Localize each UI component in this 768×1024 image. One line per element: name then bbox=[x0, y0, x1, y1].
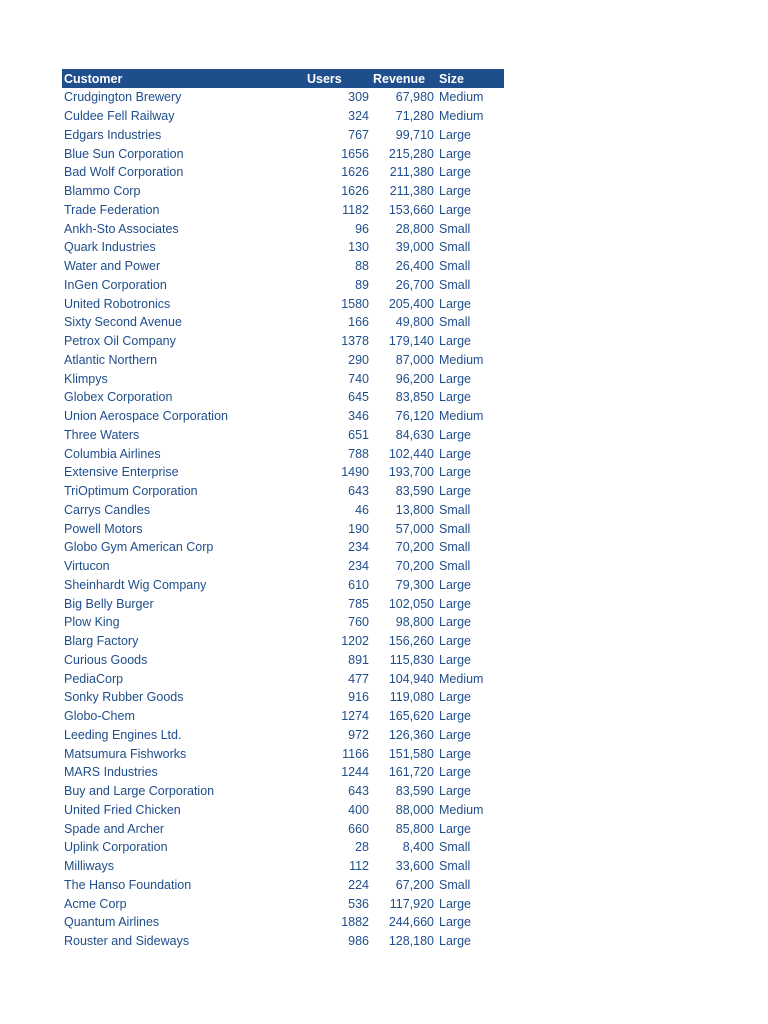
customer-table bbox=[62, 69, 504, 951]
table-row bbox=[62, 313, 504, 332]
cell-customer[interactable]: Union Aerospace Corporation bbox=[64, 409, 228, 424]
cell-users[interactable]: 643 bbox=[348, 484, 369, 499]
cell-revenue[interactable]: 83,850 bbox=[395, 390, 434, 405]
cell-users[interactable]: 1166 bbox=[342, 746, 369, 761]
table-row bbox=[62, 632, 504, 651]
cell-revenue[interactable]: 83,590 bbox=[395, 784, 434, 799]
cell-users[interactable]: 130 bbox=[348, 240, 369, 255]
cell-revenue[interactable]: 211,380 bbox=[389, 165, 434, 180]
table-row bbox=[62, 369, 504, 388]
cell-users[interactable]: 290 bbox=[348, 352, 369, 367]
cell-revenue[interactable]: 79,300 bbox=[395, 577, 434, 592]
table-row bbox=[62, 482, 504, 501]
cell-size[interactable]: Large bbox=[439, 184, 471, 199]
cell-revenue[interactable]: 193,700 bbox=[388, 465, 434, 480]
cell-revenue[interactable]: 57,000 bbox=[395, 521, 434, 536]
cell-customer[interactable]: Milliways bbox=[64, 859, 114, 874]
cell-size[interactable]: Large bbox=[439, 615, 471, 630]
cell-size[interactable]: Small bbox=[439, 859, 471, 874]
cell-revenue[interactable]: 99,710 bbox=[395, 127, 434, 142]
cell-size[interactable]: Large bbox=[439, 390, 471, 405]
table-row bbox=[62, 163, 504, 182]
cell-size[interactable]: Large bbox=[439, 446, 471, 461]
cell-size[interactable]: Medium bbox=[439, 802, 484, 817]
cell-users[interactable]: 1490 bbox=[341, 465, 369, 480]
cell-customer[interactable]: InGen Corporation bbox=[64, 277, 167, 292]
table-row bbox=[62, 669, 504, 688]
cell-revenue[interactable]: 83,590 bbox=[395, 484, 434, 499]
cell-size[interactable]: Large bbox=[439, 690, 471, 705]
cell-users[interactable]: 760 bbox=[348, 615, 369, 630]
cell-users[interactable]: 166 bbox=[348, 315, 369, 330]
table-row bbox=[62, 332, 504, 351]
cell-customer[interactable]: Quantum Airlines bbox=[64, 915, 160, 930]
cell-customer[interactable]: United Robotronics bbox=[64, 296, 171, 311]
cell-customer[interactable]: Carrys Candles bbox=[64, 502, 151, 517]
table-row bbox=[62, 463, 504, 482]
table-row bbox=[62, 276, 504, 295]
cell-customer[interactable]: Sixty Second Avenue bbox=[64, 315, 182, 330]
cell-customer[interactable]: Uplink Corporation bbox=[64, 840, 168, 855]
table-row bbox=[62, 557, 504, 576]
cell-customer[interactable]: Edgars Industries bbox=[64, 127, 162, 142]
cell-revenue[interactable]: 244,660 bbox=[388, 915, 434, 930]
cell-users[interactable]: 891 bbox=[348, 652, 369, 667]
cell-users[interactable]: 1882 bbox=[341, 915, 369, 930]
cell-customer[interactable]: Culdee Fell Railway bbox=[64, 109, 175, 124]
table-row bbox=[62, 351, 504, 370]
cell-revenue[interactable]: 104,940 bbox=[388, 671, 434, 686]
table-row bbox=[62, 782, 504, 801]
cell-size[interactable]: Large bbox=[439, 296, 471, 311]
cell-users[interactable]: 972 bbox=[348, 727, 369, 742]
table-row bbox=[62, 744, 504, 763]
cell-size[interactable]: Large bbox=[439, 334, 471, 349]
table-row bbox=[62, 801, 504, 820]
column-header-revenue[interactable]: Revenue bbox=[371, 69, 434, 88]
cell-revenue[interactable]: 85,800 bbox=[395, 821, 434, 836]
cell-revenue[interactable]: 87,000 bbox=[395, 352, 434, 367]
table-row bbox=[62, 932, 504, 951]
cell-users[interactable]: 916 bbox=[348, 690, 369, 705]
cell-revenue[interactable]: 84,630 bbox=[395, 427, 434, 442]
table-row bbox=[62, 257, 504, 276]
cell-size[interactable]: Large bbox=[439, 821, 471, 836]
cell-users[interactable]: 234 bbox=[348, 540, 369, 555]
cell-size[interactable]: Small bbox=[439, 277, 471, 292]
cell-users[interactable]: 1274 bbox=[341, 709, 369, 724]
cell-users[interactable]: 88 bbox=[355, 259, 369, 274]
cell-revenue[interactable]: 119,080 bbox=[389, 690, 434, 705]
cell-size[interactable]: Medium bbox=[439, 109, 484, 124]
cell-customer[interactable]: Petrox Oil Company bbox=[64, 334, 176, 349]
cell-customer[interactable]: Crudgington Brewery bbox=[64, 90, 182, 105]
cell-size[interactable]: Medium bbox=[439, 409, 484, 424]
cell-customer[interactable]: Water and Power bbox=[64, 259, 161, 274]
cell-revenue[interactable]: 128,180 bbox=[388, 934, 434, 949]
cell-customer[interactable]: Curious Goods bbox=[64, 652, 148, 667]
cell-revenue[interactable]: 28,800 bbox=[395, 221, 434, 236]
cell-size[interactable]: Small bbox=[439, 502, 471, 517]
table-header bbox=[62, 69, 504, 88]
cell-customer[interactable]: Sheinhardt Wig Company bbox=[64, 577, 207, 592]
cell-customer[interactable]: Trade Federation bbox=[64, 202, 160, 217]
cell-customer[interactable]: Globo Gym American Corp bbox=[64, 540, 214, 555]
cell-users[interactable]: 986 bbox=[348, 934, 369, 949]
table-row bbox=[62, 238, 504, 257]
table-row bbox=[62, 519, 504, 538]
cell-customer[interactable]: Blammo Corp bbox=[64, 184, 141, 199]
cell-revenue[interactable]: 13,800 bbox=[395, 502, 434, 517]
cell-customer[interactable]: Atlantic Northern bbox=[64, 352, 158, 367]
cell-size[interactable]: Large bbox=[439, 709, 471, 724]
cell-size[interactable]: Small bbox=[439, 559, 471, 574]
table-row bbox=[62, 576, 504, 595]
cell-users[interactable]: 785 bbox=[348, 596, 369, 611]
table-row bbox=[62, 651, 504, 670]
cell-users[interactable]: 1182 bbox=[342, 202, 369, 217]
cell-revenue[interactable]: 70,200 bbox=[395, 559, 434, 574]
cell-users[interactable]: 96 bbox=[355, 221, 369, 236]
cell-revenue[interactable]: 102,440 bbox=[388, 446, 434, 461]
cell-users[interactable]: 1656 bbox=[341, 146, 369, 161]
cell-size[interactable]: Large bbox=[439, 596, 471, 611]
cell-size[interactable]: Small bbox=[439, 240, 471, 255]
cell-revenue[interactable]: 67,200 bbox=[395, 877, 434, 892]
cell-users[interactable]: 645 bbox=[348, 390, 369, 405]
cell-users[interactable]: 610 bbox=[348, 577, 369, 592]
cell-revenue[interactable]: 71,280 bbox=[395, 109, 434, 124]
customer-sheet bbox=[62, 69, 504, 951]
table-row bbox=[62, 838, 504, 857]
column-header-users[interactable]: Users bbox=[305, 69, 371, 88]
table-row bbox=[62, 876, 504, 895]
cell-size[interactable]: Large bbox=[439, 577, 471, 592]
cell-size[interactable]: Large bbox=[439, 465, 471, 480]
cell-users[interactable]: 1202 bbox=[341, 634, 369, 649]
table-row bbox=[62, 538, 504, 557]
cell-users[interactable]: 400 bbox=[348, 802, 369, 817]
cell-size[interactable]: Large bbox=[439, 765, 471, 780]
header-row bbox=[62, 69, 504, 88]
cell-size[interactable]: Small bbox=[439, 259, 471, 274]
cell-customer[interactable]: The Hanso Foundation bbox=[64, 877, 192, 892]
cell-users[interactable]: 1626 bbox=[341, 165, 369, 180]
cell-size[interactable]: Small bbox=[439, 315, 471, 330]
cell-users[interactable]: 234 bbox=[348, 559, 369, 574]
cell-revenue[interactable]: 98,800 bbox=[395, 615, 434, 630]
cell-users[interactable]: 190 bbox=[348, 521, 369, 536]
table-row bbox=[62, 88, 504, 107]
cell-customer[interactable]: PediaCorp bbox=[64, 671, 124, 686]
cell-customer[interactable]: Big Belly Burger bbox=[64, 596, 154, 611]
cell-users[interactable]: 660 bbox=[348, 821, 369, 836]
table-row bbox=[62, 594, 504, 613]
cell-size[interactable]: Medium bbox=[439, 90, 484, 105]
cell-size[interactable]: Large bbox=[439, 896, 471, 911]
cell-revenue[interactable]: 205,400 bbox=[388, 296, 434, 311]
cell-users[interactable]: 309 bbox=[348, 90, 369, 105]
cell-users[interactable]: 46 bbox=[355, 502, 369, 517]
cell-users[interactable]: 1580 bbox=[341, 296, 369, 311]
cell-users[interactable]: 89 bbox=[355, 277, 369, 292]
cell-size[interactable]: Small bbox=[439, 540, 471, 555]
cell-customer[interactable]: Klimpys bbox=[64, 371, 108, 386]
cell-size[interactable]: Large bbox=[439, 146, 471, 161]
cell-revenue[interactable]: 126,360 bbox=[388, 727, 434, 742]
table-row bbox=[62, 763, 504, 782]
cell-customer[interactable]: Globex Corporation bbox=[64, 390, 173, 405]
cell-customer[interactable]: Leeding Engines Ltd. bbox=[64, 727, 182, 742]
cell-customer[interactable]: Globo-Chem bbox=[64, 709, 135, 724]
table-row bbox=[62, 613, 504, 632]
cell-size[interactable]: Small bbox=[439, 221, 471, 236]
table-row bbox=[62, 707, 504, 726]
table-row bbox=[62, 913, 504, 932]
cell-customer[interactable]: Matsumura Fishworks bbox=[64, 746, 187, 761]
cell-size[interactable]: Small bbox=[439, 521, 471, 536]
cell-revenue[interactable]: 33,600 bbox=[395, 859, 434, 874]
cell-customer[interactable]: TriOptimum Corporation bbox=[64, 484, 198, 499]
table-row bbox=[62, 201, 504, 220]
table-row bbox=[62, 144, 504, 163]
column-header-size[interactable]: Size bbox=[434, 69, 504, 88]
table-row bbox=[62, 219, 504, 238]
cell-revenue[interactable]: 211,380 bbox=[389, 184, 434, 199]
cell-revenue[interactable]: 67,980 bbox=[395, 90, 434, 105]
cell-size[interactable]: Large bbox=[439, 484, 471, 499]
cell-size[interactable]: Large bbox=[439, 371, 471, 386]
cell-revenue[interactable]: 153,660 bbox=[388, 202, 434, 217]
cell-size[interactable]: Large bbox=[439, 746, 471, 761]
cell-users[interactable]: 324 bbox=[348, 109, 369, 124]
cell-revenue[interactable]: 96,200 bbox=[395, 371, 434, 386]
cell-customer[interactable]: Ankh-Sto Associates bbox=[64, 221, 179, 236]
cell-revenue[interactable]: 26,400 bbox=[395, 259, 434, 274]
cell-customer[interactable]: Plow King bbox=[64, 615, 120, 630]
cell-revenue[interactable]: 215,280 bbox=[388, 146, 434, 161]
table-row bbox=[62, 688, 504, 707]
cell-revenue[interactable]: 39,000 bbox=[395, 240, 434, 255]
cell-customer[interactable]: MARS Industries bbox=[64, 765, 158, 780]
table-row bbox=[62, 426, 504, 445]
cell-customer[interactable]: Blarg Factory bbox=[64, 634, 139, 649]
column-header-customer[interactable]: Customer bbox=[62, 69, 305, 88]
cell-customer[interactable]: Spade and Archer bbox=[64, 821, 165, 836]
cell-customer[interactable]: Powell Motors bbox=[64, 521, 143, 536]
cell-customer[interactable]: Extensive Enterprise bbox=[64, 465, 179, 480]
cell-revenue[interactable]: 102,050 bbox=[388, 596, 434, 611]
cell-users[interactable]: 788 bbox=[348, 446, 369, 461]
cell-users[interactable]: 224 bbox=[348, 877, 369, 892]
cell-revenue[interactable]: 76,120 bbox=[395, 409, 434, 424]
cell-revenue[interactable]: 151,580 bbox=[388, 746, 434, 761]
cell-revenue[interactable]: 49,800 bbox=[395, 315, 434, 330]
cell-size[interactable]: Large bbox=[439, 727, 471, 742]
cell-users[interactable]: 1244 bbox=[341, 765, 369, 780]
cell-size[interactable]: Large bbox=[439, 127, 471, 142]
cell-customer[interactable]: Bad Wolf Corporation bbox=[64, 165, 184, 180]
cell-customer[interactable]: Quark Industries bbox=[64, 240, 156, 255]
table-row bbox=[62, 126, 504, 145]
cell-size[interactable]: Large bbox=[439, 427, 471, 442]
cell-users[interactable]: 477 bbox=[348, 671, 369, 686]
cell-users[interactable]: 112 bbox=[349, 859, 369, 874]
cell-revenue[interactable]: 117,920 bbox=[389, 896, 434, 911]
cell-size[interactable]: Large bbox=[439, 165, 471, 180]
table-row bbox=[62, 894, 504, 913]
cell-size[interactable]: Medium bbox=[439, 671, 484, 686]
table-row bbox=[62, 107, 504, 126]
cell-size[interactable]: Small bbox=[439, 840, 471, 855]
cell-users[interactable]: 740 bbox=[348, 371, 369, 386]
cell-revenue[interactable]: 179,140 bbox=[388, 334, 434, 349]
cell-size[interactable]: Large bbox=[439, 202, 471, 217]
cell-size[interactable]: Large bbox=[439, 934, 471, 949]
cell-size[interactable]: Large bbox=[439, 915, 471, 930]
cell-size[interactable]: Medium bbox=[439, 352, 484, 367]
cell-customer[interactable]: Buy and Large Corporation bbox=[64, 784, 215, 799]
cell-users[interactable]: 651 bbox=[348, 427, 369, 442]
cell-revenue[interactable]: 161,720 bbox=[388, 765, 434, 780]
cell-revenue[interactable]: 8,400 bbox=[402, 840, 434, 855]
cell-customer[interactable]: Three Waters bbox=[64, 427, 140, 442]
cell-customer[interactable]: Blue Sun Corporation bbox=[64, 146, 184, 161]
cell-customer[interactable]: Sonky Rubber Goods bbox=[64, 690, 184, 705]
table-row bbox=[62, 501, 504, 520]
table-row bbox=[62, 294, 504, 313]
cell-size[interactable]: Large bbox=[439, 634, 471, 649]
cell-size[interactable]: Small bbox=[439, 877, 471, 892]
table-row bbox=[62, 388, 504, 407]
cell-revenue[interactable]: 115,830 bbox=[389, 652, 434, 667]
cell-revenue[interactable]: 88,000 bbox=[395, 802, 434, 817]
cell-users[interactable]: 1378 bbox=[341, 334, 369, 349]
cell-users[interactable]: 346 bbox=[348, 409, 369, 424]
table-row bbox=[62, 726, 504, 745]
cell-customer[interactable]: United Fried Chicken bbox=[64, 802, 181, 817]
cell-users[interactable]: 1626 bbox=[341, 184, 369, 199]
cell-customer[interactable]: Virtucon bbox=[64, 559, 110, 574]
cell-revenue[interactable]: 156,260 bbox=[388, 634, 434, 649]
table-row bbox=[62, 407, 504, 426]
cell-users[interactable]: 536 bbox=[348, 896, 369, 911]
cell-revenue[interactable]: 70,200 bbox=[395, 540, 434, 555]
cell-users[interactable]: 28 bbox=[355, 840, 369, 855]
table-body bbox=[62, 88, 504, 951]
table-row bbox=[62, 182, 504, 201]
cell-customer[interactable]: Columbia Airlines bbox=[64, 446, 161, 461]
table-row bbox=[62, 819, 504, 838]
cell-size[interactable]: Large bbox=[439, 652, 471, 667]
cell-revenue[interactable]: 26,700 bbox=[395, 277, 434, 292]
cell-users[interactable]: 643 bbox=[348, 784, 369, 799]
cell-size[interactable]: Large bbox=[439, 784, 471, 799]
cell-customer[interactable]: Rouster and Sideways bbox=[64, 934, 190, 949]
table-row bbox=[62, 857, 504, 876]
table-row bbox=[62, 444, 504, 463]
cell-customer[interactable]: Acme Corp bbox=[64, 896, 127, 911]
cell-users[interactable]: 767 bbox=[348, 127, 369, 142]
cell-revenue[interactable]: 165,620 bbox=[388, 709, 434, 724]
